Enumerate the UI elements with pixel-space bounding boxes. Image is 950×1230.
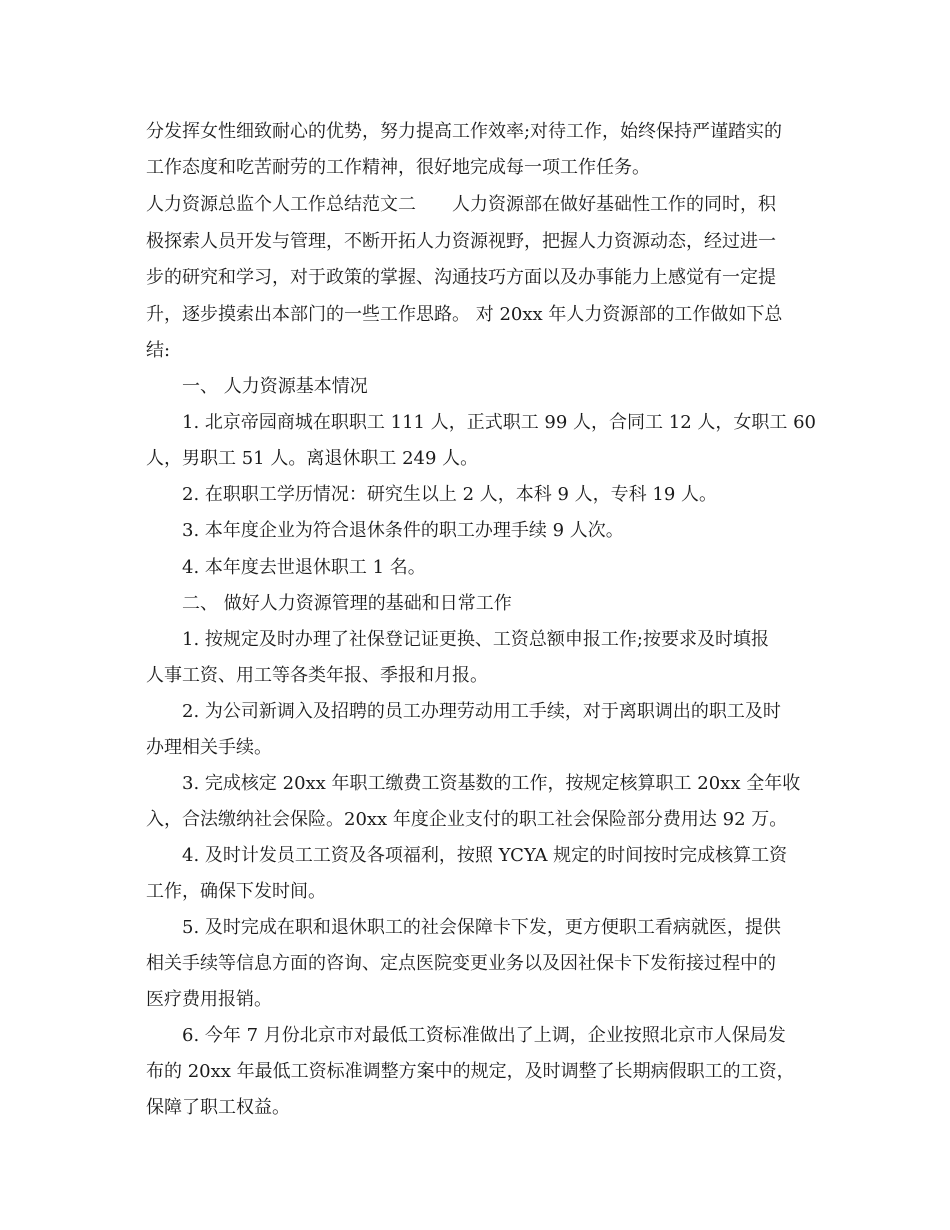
- text-line: 工作，确保下发时间。: [146, 881, 326, 902]
- text-line: 2. 为公司新调入及招聘的员工办理劳动用工手续，对于离职调出的职工及时: [182, 701, 781, 722]
- text-line: 保障了职工权益。: [146, 1097, 290, 1118]
- text-line: 4. 及时计发员工工资及各项福利，按照 YCYA 规定的时间按时完成核算工资: [182, 845, 788, 866]
- text-line: 6. 今年 7 月份北京市对最低工资标准做出了上调，企业按照北京市人保局发: [182, 1025, 786, 1046]
- text-line: 办理相关手续。: [146, 737, 272, 758]
- section-title-text-line: 人力资源总监个人工作总结范文二 人力资源部在做好基础性工作的同时，积: [146, 194, 776, 215]
- text-line: 3. 本年度企业为符合退休条件的职工办理手续 9 人次。: [182, 520, 624, 541]
- text-line: 相关手续等信息方面的咨询、定点医院变更业务以及因社保卡下发衔接过程中的: [146, 953, 776, 974]
- heading-basic-situation: 一、 人力资源基本情况: [182, 376, 368, 397]
- text-line: 2. 在职职工学历情况：研究生以上 2 人，本科 9 人，专科 19 人。: [182, 484, 718, 505]
- text-line: 5. 及时完成在职和退休职工的社会保障卡下发，更方便职工看病就医，提供: [182, 917, 781, 938]
- text-line: 升，逐步摸索出本部门的一些工作思路。 对 20xx 年人力资源部的工作做如下总: [146, 304, 783, 325]
- text-line: 步的研究和学习，对于政策的掌握、沟通技巧方面以及办事能力上感觉有一定提: [146, 267, 776, 288]
- text-line: 分发挥女性细致耐心的优势，努力提高工作效率;对待工作，始终保持严谨踏实的: [146, 121, 783, 142]
- text-line: 工作态度和吃苦耐劳的工作精神，很好地完成每一项工作任务。: [146, 157, 650, 178]
- text-line: 人，男职工 51 人。离退休职工 249 人。: [146, 448, 479, 469]
- text-line: 4. 本年度去世退休职工 1 名。: [182, 557, 426, 578]
- text-line: 1. 按规定及时办理了社保登记证更换、工资总额申报工作;按要求及时填报: [182, 629, 769, 650]
- text-line: 布的 20xx 年最低工资标准调整方案中的规定，及时调整了长期病假职工的工资，: [146, 1061, 795, 1082]
- text-line: 极探索人员开发与管理，不断开拓人力资源视野，把握人力资源动态，经过进一: [146, 231, 776, 252]
- text-line: 人事工资、用工等各类年报、季报和月报。: [146, 665, 488, 686]
- text-line: 入，合法缴纳社会保险。20xx 年度企业支付的职工社会保险部分费用达 92 万。: [146, 809, 788, 830]
- text-line: 3. 完成核定 20xx 年职工缴费工资基数的工作，按规定核算职工 20xx 全年收: [182, 773, 801, 794]
- text-line: 医疗费用报销。: [146, 989, 272, 1010]
- text-line: 1. 北京帝园商城在职职工 111 人，正式职工 99 人，合同工 12 人，女职工 60: [182, 412, 817, 433]
- heading-daily-work: 二、 做好人力资源管理的基础和日常工作: [182, 593, 512, 614]
- text-line: 结:: [146, 340, 171, 361]
